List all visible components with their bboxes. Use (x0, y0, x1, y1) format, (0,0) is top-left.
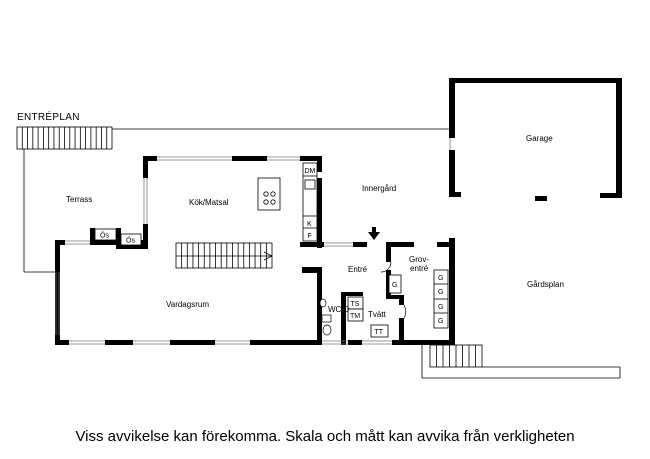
entrance-steps (422, 345, 620, 378)
washing-machine-label: TM (350, 313, 361, 320)
room-label-wcd: WC/D (328, 305, 350, 314)
room-label-vardagsrum: Vardagsrum (166, 300, 209, 309)
entrance-arrow-stem (372, 227, 376, 233)
drying-cabinet-label: TS (350, 301, 360, 308)
room-label-kok: Kök/Matsal (189, 198, 229, 207)
wardrobe-label-1: G (438, 275, 444, 282)
room-label-terrass: Terrass (66, 195, 93, 204)
entrance-arrow-icon (368, 232, 380, 240)
grovkok-cabinet-label: G (392, 282, 398, 289)
wardrobe-label-3: G (438, 304, 444, 311)
terrace-stairs (17, 127, 112, 149)
room-label-grov-1: Grov- (409, 255, 429, 264)
wardrobe-label-2: G (438, 289, 444, 296)
fridge-label: K (307, 221, 312, 228)
room-label-entre: Entré (348, 265, 368, 274)
tiled-stove-label-1: Ös (100, 232, 109, 240)
interior-stairs (176, 243, 272, 268)
dishwasher-label: DM (304, 168, 316, 175)
room-label-garage: Garage (526, 134, 553, 143)
freezer-label: F (307, 233, 312, 240)
room-label-grov-2: entré (410, 264, 429, 273)
plan-title: ENTRÉPLAN (17, 112, 80, 123)
disclaimer-text: Viss avvikelse kan förekomma. Skala och mått kan avvika från verkligheten (75, 428, 575, 445)
room-label-tvatt: Tvätt (368, 310, 386, 319)
room-label-innergard: Innergård (362, 184, 397, 193)
kitchen-island (258, 178, 280, 210)
tiled-stove-label-2: Ös (126, 237, 135, 245)
tumble-dryer-label: TT (374, 329, 384, 336)
room-label-gardsplan: Gårdsplan (527, 280, 564, 289)
wardrobe-label-4: G (438, 318, 444, 325)
